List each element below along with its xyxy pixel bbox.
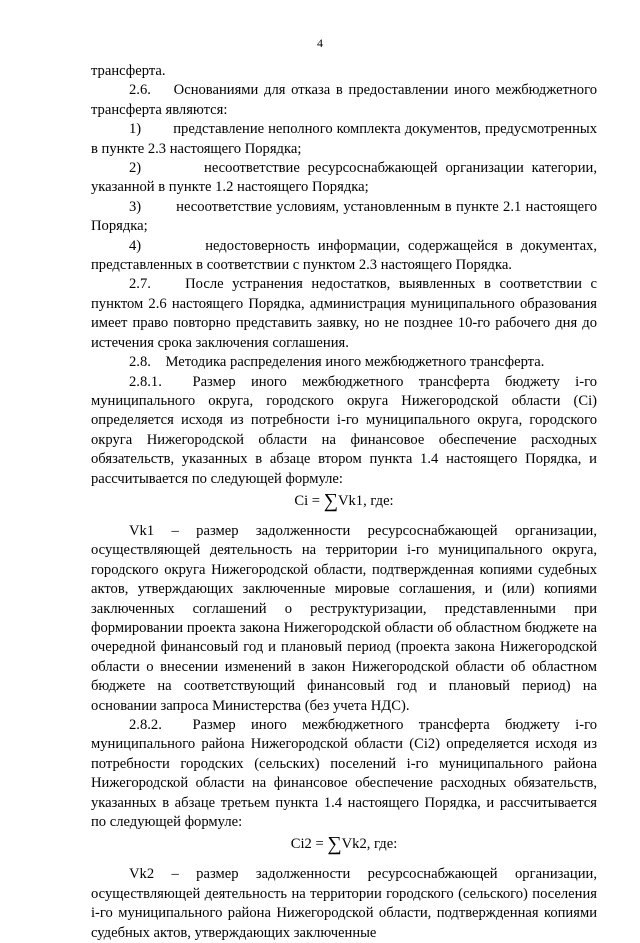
list-item-4: 4) недостоверность информации, содержащейся в документах, представленных в соответствии с пунктом 2.3 настоящего Порядка.: [91, 237, 597, 274]
sum-symbol: ∑: [323, 489, 338, 512]
list-item-2: 2) несоответствие ресурсоснабжающей организации категории, указанной в пункте 1.2 настоящего Порядка;: [91, 160, 597, 196]
paragraph-vk2: Vk2 – размер задолженности ресурсоснабжающей организации, осуществляющей деятельность на территории городского (сельского) поселения i-го муниципального района Нижегородской области, подтвержденная копиями судебных актов, утверждающих заключенные: [91, 866, 597, 941]
paragraph-2-7: 2.7. После устранения недостатков, выявленных в соответствии с пунктом 2.6 настоящего Порядка, администрация муниципального образования имеет право повторно представить заявку, но не позднее 10-го рабочего дня до истечения срока заключения соглашения.: [91, 276, 597, 351]
sum-symbol: ∑: [327, 833, 342, 856]
list-item-1: 1) представление неполного комплекта документов, предусмотренных в пункте 2.3 настоящего Порядка;: [91, 121, 597, 157]
formula-ci-left: Ci =: [294, 492, 324, 509]
formula-ci2-right: Vk2, где:: [341, 836, 398, 853]
paragraph-2-8: 2.8. Методика распределения иного межбюджетного трансферта.: [129, 354, 545, 371]
document-body: [91, 62, 597, 943]
formula-ci2: [91, 832, 597, 856]
paragraph-2-8-1: 2.8.1. Размер иного межбюджетного трансферта бюджету i-го муниципального округа, городского округа Нижегородской области (Ci) определяется исходя из потребности i-го муниципального округа, городского округа Нижегородской области на финансовое обеспечение расходных обязательств, указанных в абзаце втором пункта 1.4 настоящего Порядка, и рассчитывается по следующей формуле:: [91, 373, 597, 487]
formula-ci2-left: Ci2 =: [290, 836, 328, 853]
formula-ci: [91, 489, 597, 513]
list-item-3: 3) несоответствие условиям, установленным в пункте 2.1 настоящего Порядка;: [91, 198, 597, 235]
formula-ci-right: Vk1, где:: [337, 492, 394, 509]
page-number: 4: [317, 36, 323, 50]
paragraph-2-6: 2.6. Основаниями для отказа в предоставлении иного межбюджетного трансферта являются:: [91, 82, 597, 118]
paragraph-2-8-2: 2.8.2. Размер иного межбюджетного трансферта бюджету i-го муниципального района Нижегородской области (Ci2) определяется исходя из потребности городских (сельских) поселений i-го муниципального района Нижегородской области на финансовое обеспечение расходных обязательств, указанных в абзаце третьем пункта 1.4 настоящего Порядка, и рассчитывается по следующей формуле:: [91, 717, 597, 831]
paragraph-vk1: Vk1 – размер задолженности ресурсоснабжающей организации, осуществляющей деятельность на территории i-го муниципального округа, городского округа Нижегородской области, подтвержденная копиями судебных актов, утверждающих заключенные мировые соглашения, и (или) копиями заключенных соглашений о реструктуризации, представленными при формировании проекта закона Нижегородской области об областном бюджете на очередной финансовый год и плановый период (проекта закона Нижегородской области о внесении изменений в закон Нижегородской области об областном бюджете на соответствующий финансовый год и плановый период) на основании запроса Министерства (без учета НДС).: [91, 522, 597, 714]
paragraph-continuation: трансферта.: [91, 63, 166, 79]
